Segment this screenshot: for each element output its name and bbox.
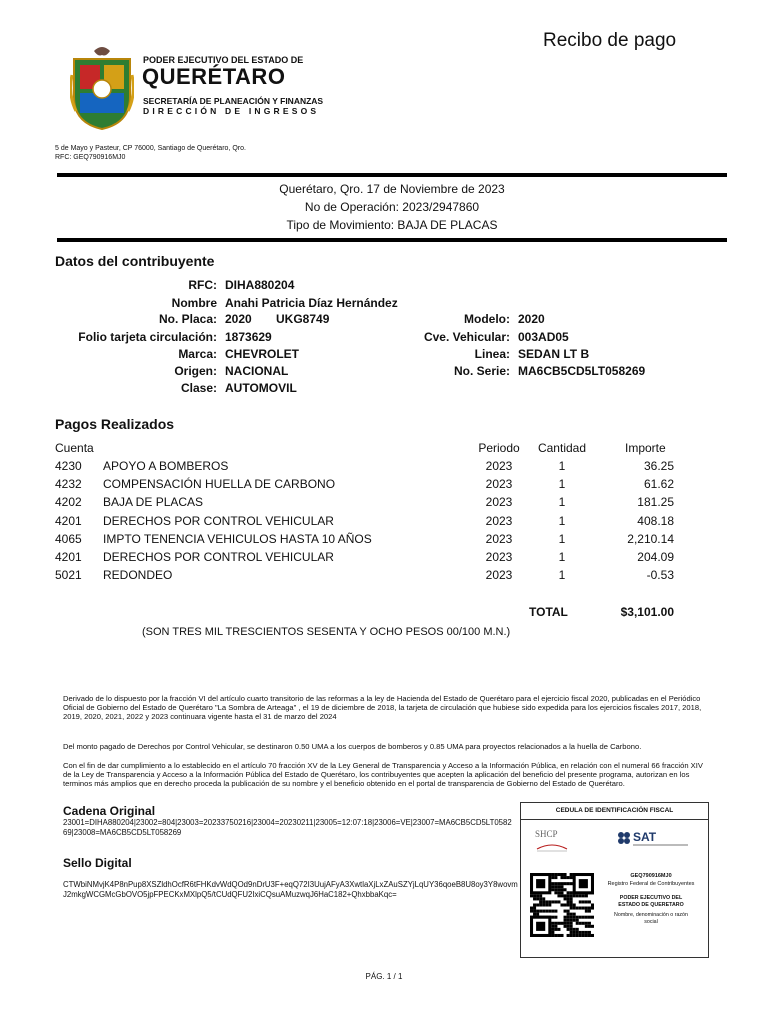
placa-label: No. Placa:: [158, 312, 217, 326]
nombre-label: Nombre: [171, 296, 217, 310]
row-periodo: 2023: [485, 532, 513, 546]
page-number: PÁG. 1 / 1: [365, 972, 403, 981]
row-cantidad: 1: [558, 532, 566, 546]
row-periodo: 2023: [485, 495, 513, 509]
row-cantidad: 1: [558, 477, 566, 491]
total-label: TOTAL: [529, 605, 568, 619]
total-in-words: (SON TRES MIL TRESCIENTOS SESENTA Y OCHO PESOS 00/100 M.N.): [142, 626, 511, 638]
row-cuenta: 4230: [55, 459, 82, 473]
row-cuenta: 4201: [55, 550, 82, 564]
col-periodo-header: Periodo: [478, 441, 520, 455]
sello-digital-text: CTWbiNMvjK4P8nPup8XSZldhOcfR6tFHKdvWdQOd9nDrU3F+eqQ72I3UujAFyA3XwtlaXjLxZAuSZYjLqUY36qoeB8U8oy3Y8wovmJ2mkgWCGMcGbOVO5jpFPECKxMXlpQ5/tCUdQFU2IxiCQsuAMuzwqJ6HaC182+QhxbbaKqc=: [63, 880, 518, 899]
row-concepto: APOYO A BOMBEROS: [103, 459, 229, 473]
cve-value: 003AD05: [518, 330, 569, 344]
row-cuenta: 5021: [55, 568, 82, 582]
legal-paragraph-3: Con el fin de dar cumplimiento a lo establecido en el artículo 70 fracción XV de la Ley General de Transparencia y Acceso a la Información Pública, en relación con el numeral 66 fracción XIV de la Ley de Transparencia y Acceso a la Información Pública del Estado de Querétaro, los contribuyentes que acepten la aplicación del beneficio del presente programa, autorizan en los terminos más amplios que en derecho proceda la publicación de su nombre y el beneficio obtenido en el portal de transparencia de Gobierno del Estado de Querétaro.: [63, 761, 703, 789]
cadena-original-title: Cadena Original: [63, 804, 156, 818]
cedula-rfc: GEQ790916MJ0: [630, 873, 672, 879]
row-periodo: 2023: [485, 514, 513, 528]
org-line-1: PODER EJECUTIVO DEL ESTADO DE: [143, 55, 304, 65]
row-periodo: 2023: [485, 568, 513, 582]
org-line-3: DIRECCIÓN DE INGRESOS: [143, 106, 320, 116]
cedula-title: CEDULA DE IDENTIFICACIÓN FISCAL: [521, 803, 708, 820]
row-concepto: DERECHOS POR CONTROL VEHICULAR: [103, 514, 334, 528]
document-title: Recibo de pago: [543, 30, 677, 51]
bottom-rule: [57, 238, 727, 242]
org-address-block: [55, 144, 246, 162]
col-cantidad-header: Cantidad: [537, 441, 587, 455]
row-concepto: IMPTO TENENCIA VEHICULOS HASTA 10 AÑOS: [103, 532, 372, 546]
rfc-value: DIHA880204: [225, 278, 295, 292]
row-periodo: 2023: [485, 459, 513, 473]
row-importe: 408.18: [637, 514, 674, 528]
sello-digital-title: Sello Digital: [63, 856, 132, 870]
cadena-original-text: 23001=DIHA880204|23002=804|23003=20233750216|23004=20230211|23005=12:07:18|23006=VE|23007=MA6CB5CD5LT058269|23008=MA6CB5CD5LT058269: [63, 818, 512, 837]
serie-label: No. Serie:: [453, 364, 510, 378]
clase-value: AUTOMOVIL: [225, 381, 297, 395]
row-cantidad: 1: [558, 550, 566, 564]
movement-type: Tipo de Movimiento: BAJA DE PLACAS: [286, 218, 498, 232]
org-address: 5 de Mayo y Pasteur, CP 76000, Santiago de Querétaro, Qro.: [55, 145, 246, 152]
row-importe: 181.25: [637, 495, 674, 509]
col-cuenta-header: Cuenta: [55, 441, 94, 455]
origen-value: NACIONAL: [225, 364, 289, 378]
cedula-fiscal-box: [520, 802, 709, 958]
modelo-label: Modelo:: [464, 312, 510, 326]
cedula-name-caption: Nombre, denominación o razón social: [614, 912, 688, 925]
marca-value: CHEVROLET: [225, 347, 300, 361]
marca-label: Marca:: [178, 347, 217, 361]
folio-value: 1873629: [225, 330, 272, 344]
serie-value: MA6CB5CD5LT058269: [518, 364, 646, 378]
cedula-rfc-caption: Registro Federal de Contribuyentes: [607, 881, 695, 887]
row-concepto: REDONDEO: [103, 568, 173, 582]
shcp-seal-icon: [535, 841, 569, 853]
row-importe: 36.25: [643, 459, 674, 473]
row-cantidad: 1: [558, 514, 566, 528]
modelo-value: 2020: [518, 312, 545, 326]
org-rfc: RFC: GEQ790916MJ0: [55, 154, 126, 161]
row-cantidad: 1: [558, 459, 566, 473]
placa-value: UKG8749: [276, 312, 330, 326]
row-cuenta: 4201: [55, 514, 82, 528]
clase-label: Clase:: [180, 381, 217, 395]
row-cuenta: 4232: [55, 477, 82, 491]
contribuyente-title: Datos del contribuyente: [55, 253, 215, 269]
total-value: $3,101.00: [620, 605, 674, 619]
state-crest-icon: [70, 45, 134, 131]
row-cuenta: 4065: [55, 532, 82, 546]
row-concepto: BAJA DE PLACAS: [103, 495, 204, 509]
row-cantidad: 1: [558, 495, 566, 509]
pagos-title: Pagos Realizados: [55, 416, 175, 432]
shcp-logo: SHCP: [535, 829, 558, 839]
row-importe: -0.53: [646, 568, 674, 582]
row-periodo: 2023: [485, 477, 513, 491]
place-date: Querétaro, Qro. 17 de Noviembre de 2023: [279, 182, 505, 196]
linea-label: Linea:: [474, 347, 510, 361]
sat-logo-icon: [617, 831, 631, 845]
top-rule: [57, 173, 727, 177]
sat-subtitle-line: [633, 844, 688, 846]
folio-label: Folio tarjeta circulación:: [78, 330, 217, 344]
row-periodo: 2023: [485, 550, 513, 564]
rfc-label: RFC:: [188, 278, 217, 292]
row-importe: 61.62: [643, 477, 674, 491]
row-concepto: DERECHOS POR CONTROL VEHICULAR: [103, 550, 334, 564]
origen-label: Origen:: [174, 364, 217, 378]
linea-value: SEDAN LT B: [518, 347, 590, 361]
col-importe-header: Importe: [625, 441, 666, 455]
nombre-value: Anahi Patricia Díaz Hernández: [225, 296, 398, 310]
org-line-2: SECRETARÍA DE PLANEACIÓN Y FINANZAS: [143, 96, 324, 106]
row-cuenta: 4202: [55, 495, 82, 509]
legal-paragraph-2: Del monto pagado de Derechos por Control Vehicular, se destinaron 0.50 UMA a los cuerpos de bomberos y 0.85 UMA para proyectos relacionados a la huella de Carbono.: [63, 742, 642, 751]
row-importe: 204.09: [637, 550, 674, 564]
org-name: QUERÉTARO: [142, 64, 286, 89]
row-cantidad: 1: [558, 568, 566, 582]
placa-year: 2020: [225, 312, 252, 326]
cedula-name: PODER EJECUTIVO DEL ESTADO DE QUERETARO: [618, 895, 684, 908]
sat-logo-text: SAT: [633, 830, 657, 844]
row-concepto: COMPENSACIÓN HUELLA DE CARBONO: [103, 477, 336, 491]
operation-number: No de Operación: 2023/2947860: [304, 200, 480, 214]
legal-paragraph-1: Derivado de lo dispuesto por la fracción VI del artículo cuarto transitorio de las reformas a la ley de Hacienda del Estado de Querétaro para el ejercicio fiscal 2020, publicadas en el Periódico Oficial de Gobierno del Estado de Querétaro "La Sombra de Arteaga" , el 19 de diciembre de 2018, la tarjeta de circulación que hubiese sido expedida para los ejercicios fiscales 2017, 2018, 2019, 2020, 2021, 2022 y 2023 continuara vigente hasta el 31 de marzo del 2024: [63, 694, 702, 722]
cve-label: Cve. Vehicular:: [423, 330, 510, 344]
row-importe: 2,210.14: [627, 532, 674, 546]
qr-code-icon: [530, 873, 594, 937]
